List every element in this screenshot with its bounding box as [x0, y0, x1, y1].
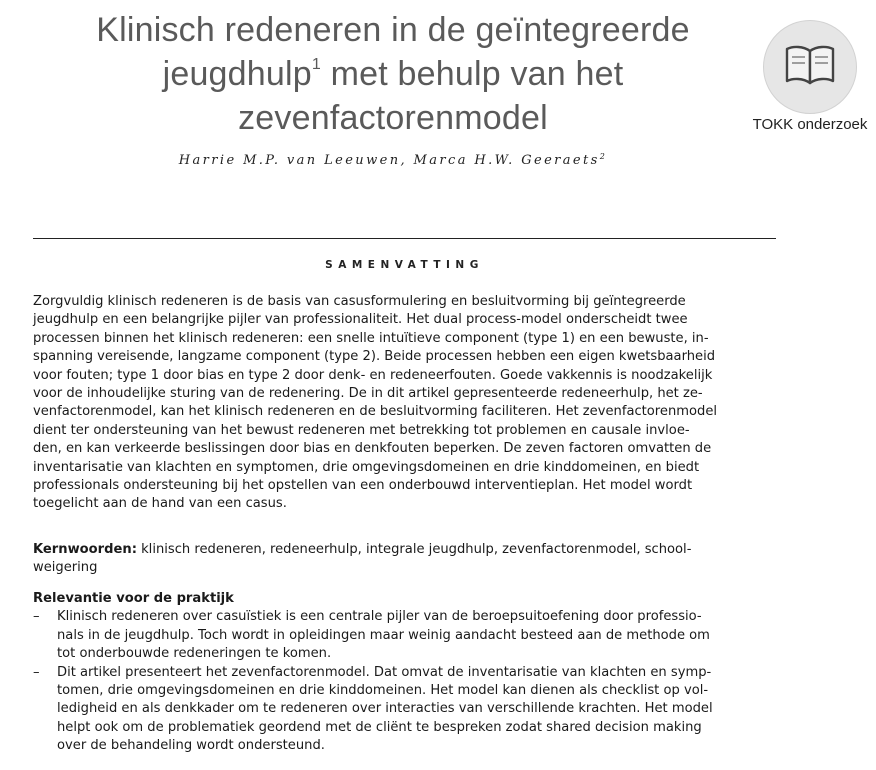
- dash-marker: –: [33, 609, 40, 625]
- abstract-line: den, en kan verkeerde beslissingen door bias en denkfouten beperken. De zeven factoren omvatten de: [33, 441, 712, 457]
- bullet-line: ledigheid en als denkkader om te redeneren over interacties van verschillende krachten. Het model: [57, 701, 713, 717]
- title-line-2-start: jeugdhulp: [162, 55, 312, 93]
- list-item: [33, 608, 776, 663]
- tokk-badge: [763, 20, 857, 114]
- article-title: [30, 8, 756, 140]
- abstract-line: venfactorenmodel, kan het klinisch redeneren en de besluitvorming faciliteren. Het zevenfactorenmodel: [33, 404, 718, 420]
- bullet-line: helpt ook om de problematiek geordend met de cliënt te bespreken zodat shared decision making: [57, 719, 702, 735]
- dash-marker: –: [33, 664, 40, 680]
- relevance-section: [33, 590, 776, 756]
- abstract-line: dient ter ondersteuning van het bewust redeneren met betrekking tot problemen en causale invloe-: [33, 422, 690, 438]
- abstract-line: toegelicht aan de hand van een casus.: [33, 496, 287, 512]
- bullet-line: Klinisch redeneren over casuïstiek is een centrale pijler van de beroepsuitoefening door professio-: [57, 609, 702, 625]
- abstract-line: processen binnen het klinisch redeneren: een snelle intuïtieve component (type 1) en een bewuste, in-: [33, 330, 709, 346]
- title-line-3: zevenfactorenmodel: [238, 99, 548, 137]
- header-divider: [33, 238, 776, 239]
- open-book-icon: [784, 43, 836, 89]
- list-item: [33, 664, 776, 756]
- footnote-marker: 1: [311, 56, 321, 73]
- title-line-1: Klinisch redeneren in de geïntegreerde: [96, 11, 690, 49]
- author-names: Harrie M.P. van Leeuwen, Marca H.W. Geeraets: [178, 153, 600, 168]
- bullet-line: tot onderbouwde redeneringen te komen.: [57, 646, 332, 662]
- keywords: [33, 541, 776, 578]
- abstract-line: inventarisatie van klachten en symptomen, drie omgevingsdomeinen en drie kinddomeinen, en biedt: [33, 459, 700, 475]
- bullet-line: over de behandeling wordt ondersteund.: [57, 738, 325, 754]
- abstract-line: voor de inhoudelijke sturing van de redenering. De in dit artikel gepresenteerde redeneerhulp, het ze-: [33, 386, 703, 402]
- abstract-body: [33, 293, 776, 514]
- abstract-line: voor fouten; type 1 door bias en type 2 door denk- en redeneerfouten. Goede vakkennis is noodzakelijk: [33, 367, 713, 383]
- bullet-line: nals in de jeugdhulp. Toch wordt in opleidingen maar weinig aandacht besteed aan de methode om: [57, 627, 710, 643]
- relevance-heading: Relevantie voor de praktijk: [33, 591, 234, 606]
- badge-label: TOKK onderzoek: [752, 116, 868, 133]
- title-line-2-rest: met behulp van het: [320, 55, 624, 93]
- keywords-list: klinisch redeneren, redeneerhulp, integrale jeugdhulp, zevenfactorenmodel, school-: [136, 542, 692, 557]
- abstract-line: spanning vereisende, langzame component (type 2). Beide processen hebben een eigen kwetsbaarheid: [33, 349, 716, 365]
- abstract-line: jeugdhulp en een belangrijke pijler van professionaliteit. Het dual process-model onderscheidt twee: [33, 312, 688, 328]
- abstract-line: professionals ondersteuning bij het opstellen van een onderbouwd interventieplan. Het model wordt: [33, 478, 693, 494]
- author-footnote-marker: 2: [599, 152, 608, 161]
- abstract-line: Zorgvuldig klinisch redeneren is de basis van casusformulering en besluitvorming bij geïntegreerde: [33, 294, 686, 309]
- keywords-line-2: weigering: [33, 560, 98, 576]
- keywords-line-1: [33, 541, 776, 559]
- authors: [30, 153, 756, 168]
- title-line-2: [30, 52, 756, 96]
- bullet-line: Dit artikel presenteert het zevenfactorenmodel. Dat omvat de inventarisatie van klachten en symp-: [57, 664, 712, 680]
- relevance-list: [33, 608, 776, 755]
- abstract-heading: SAMENVATTING: [325, 259, 484, 271]
- keywords-label: Kernwoorden:: [33, 542, 137, 557]
- bullet-line: tomen, drie omgevingsdomeinen en drie kinddomeinen. Het model kan dienen als checklist op vol-: [57, 683, 709, 699]
